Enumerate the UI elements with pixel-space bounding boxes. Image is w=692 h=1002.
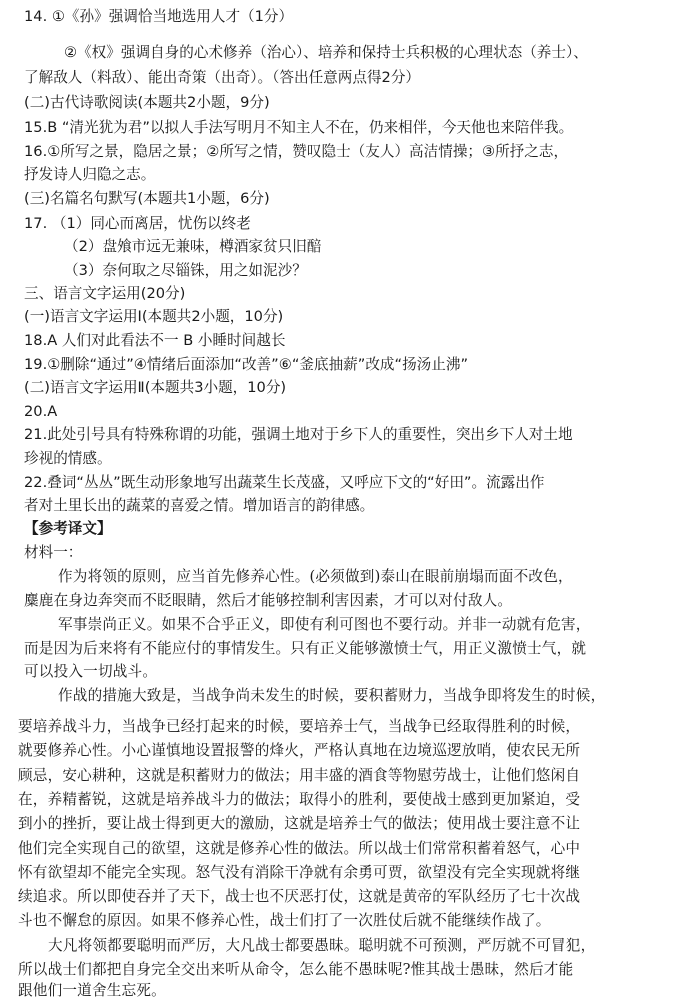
translation-line: 跟他们一道舍生忘死。 — [18, 982, 166, 999]
translation-line: 续追求。所以即使吞并了天下，战士也不厌恶打仗，这就是黄帝的军队经历了七十次战 — [18, 888, 581, 905]
translation-line: 所以战士们都把自身完全交出来听从命令，怎么能不愚昧呢?惟其战士愚昧，然后才能 — [18, 961, 574, 978]
answer-22-line-1: 22.叠词“丛丛”既生动形象地写出蔬菜生长茂盛，又呼应下文的“好田”。流露出作 — [24, 474, 545, 491]
translation-line: 斗也不懈怠的原因。如果不修养心性，战士们打了一次胜仗后就不能继续作战了。 — [18, 912, 551, 929]
section-language-2-heading: (二)语言文字运用Ⅱ(本题共3小题，10分) — [24, 379, 287, 396]
answer-14-line-3: 了解敌人（料敌）、能出奇策（出奇）。（答出任意两点得2分） — [24, 69, 421, 86]
translation-line: 麋鹿在身边奔突而不眨眼睛，然后才能够控制利害因素，才可以对付敌人。 — [24, 592, 513, 609]
answer-17-item-2: （2）盘飧市远无兼味，樽酒家贫只旧醅 — [64, 238, 322, 255]
section-language-heading: 三、语言文字运用(20分) — [24, 285, 186, 302]
answer-17-item-1: 17. （1）同心而离居，忧伤以终老 — [24, 215, 251, 232]
translation-line: 要培养战斗力，当战争已经打起来的时候，要培养士气，当战争已经取得胜利的时候， — [18, 718, 581, 735]
translation-line: 可以投入一切战斗。 — [24, 663, 158, 680]
answer-18: 18.A 人们对此看法不一 B 小睡时间越长 — [24, 332, 286, 349]
translation-line: 怀有欲望却不能完全实现。怒气没有消除干净就有余勇可贾，欲望没有完全实现就将继 — [18, 864, 581, 881]
answer-17-item-3: （3）奈何取之尽锱铢，用之如泥沙？ — [64, 262, 307, 279]
translation-line: 顾忌，安心耕种，这就是积蓄财力的做法；用丰盛的酒食等物慰劳战士，让他们悠闲自 — [18, 767, 581, 784]
translation-line: 作战的措施大致是，当战争尚未发生的时候，要积蓄财力，当战争即将发生的时候， — [58, 687, 606, 704]
answer-14-line-2: ②《权》强调自身的心术修养（治心）、培养和保持士兵积极的心理状态（养士）、 — [64, 44, 588, 61]
translation-line: 他们完全实现自己的欲望，这就是修养心性的做法。所以战士们常常积蓄着怒气，心中 — [18, 840, 581, 857]
translation-header: 【参考译文】 — [24, 520, 112, 537]
translation-line: 就要修养心性。小心谨慎地设置报警的烽火，严格认真地在边境巡逻放哨，使农民无所 — [18, 742, 581, 759]
translation-line: 军事崇尚正义。如果不合乎正义，即使有利可图也不要行动。并非一动就有危害， — [58, 616, 591, 633]
translation-line: 而是因为后来将有不能应付的事情发生。只有正义能够激愤士气，用正义激愤士气，就 — [24, 640, 587, 657]
translation-line: 作为将领的原则，应当首先修养心性。(必须做到)泰山在眼前崩塌而面不改色， — [58, 568, 573, 585]
section-language-1-heading: (一)语言文字运用Ⅰ(本题共2小题，10分) — [24, 308, 284, 325]
answer-22-line-2: 者对土里长出的蔬菜的喜爱之情。增加语言的韵律感。 — [24, 497, 375, 514]
answer-16-line-1: 16.①所写之景，隐居之景；②所写之情，赞叹隐士（友人）高洁情操；③所抒之志， — [24, 143, 569, 160]
answer-20: 20.A — [24, 403, 58, 420]
translation-line: 大凡将领都要聪明而严厉，大凡战士都要愚昧。聪明就不可预测，严厉就不可冒犯， — [48, 937, 596, 954]
answer-19: 19.①删除“通过”④情绪后面添加“改善”⑥“釜底抽薪”改成“扬汤止沸” — [24, 356, 469, 373]
translation-line: 到小的挫折，要让战士得到更大的激励，这就是培养士气的做法；使用战士要注意不让 — [18, 815, 581, 832]
translation-line: 在，养精蓄锐，这就是培养战斗力的做法；取得小的胜利，要使战士感到更加紧迫，受 — [18, 791, 581, 808]
answer-16-line-2: 抒发诗人归隐之志。 — [24, 166, 156, 183]
material-one-label: 材料一： — [24, 544, 83, 561]
answer-21-line-1: 21.此处引号具有特殊称谓的功能，强调土地对于乡下人的重要性，突出乡下人对土地 — [24, 426, 573, 443]
answer-15: 15.B “清光犹为君”以拟人手法写明月不知主人不在，仍来相伴，今天他也来陪伴我。 — [24, 119, 574, 136]
answer-14-line-1: 14. ①《孙》强调恰当地选用人才（1分） — [24, 8, 294, 25]
section-recitation-heading: (三)名篇名句默写(本题共1小题，6分) — [24, 190, 270, 207]
answer-21-line-2: 珍视的情感。 — [24, 450, 112, 467]
section-poetry-heading: (二)古代诗歌阅读(本题共2小题，9分) — [24, 94, 270, 111]
